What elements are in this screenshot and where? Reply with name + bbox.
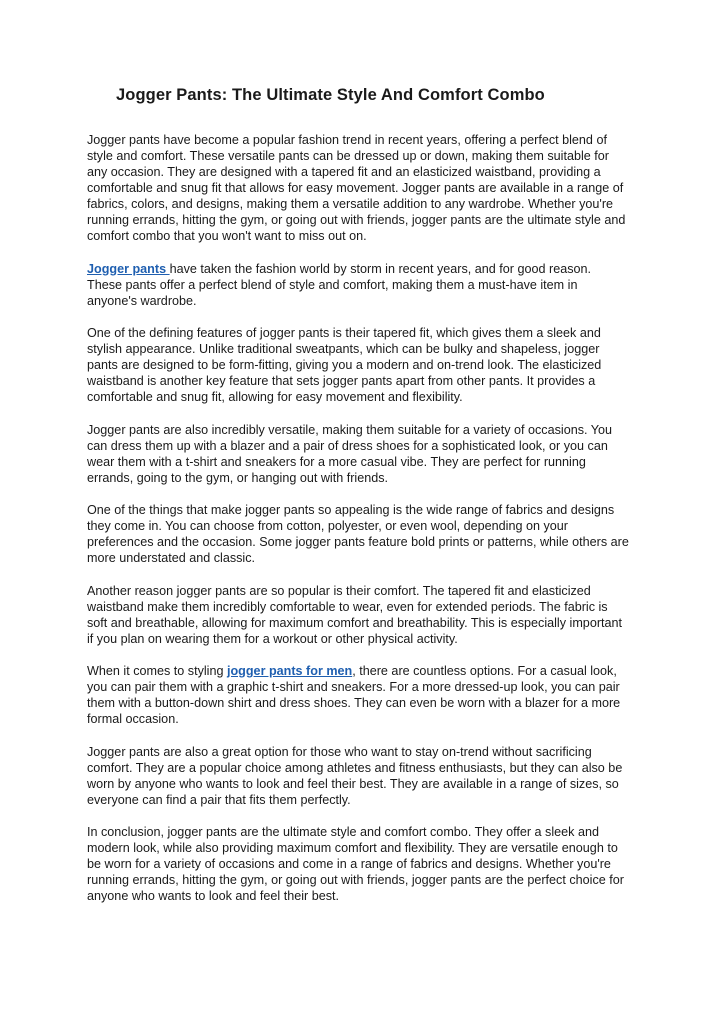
paragraph-text: Jogger pants are also a great option for those who want to stay on-trend without sacrificing comfort. They are a popular choice among athletes and fitness enthusiasts, but they can also be worn by anyone who wants to look and feel their best. They are available in a range of sizes, so everyone can find a pair that fits them perfectly. <box>87 744 623 807</box>
paragraph-text: In conclusion, jogger pants are the ultimate style and comfort combo. They offer a sleek and modern look, while also providing maximum comfort and flexibility. They are versatile enough to be worn for a variety of occasions and come in a range of fabrics and designs. Whether you're running errands, hitting the gym, or going out with friends, jogger pants are the perfect choice for anyone who wants to look and feel their best. <box>87 825 624 903</box>
paragraph-text: have taken the fashion world by storm in recent years, and for good reason. These pants offer a perfect blend of style and comfort, making them a must-have item in anyone's wardrobe. <box>87 261 592 308</box>
page-title: Jogger Pants: The Ultimate Style And Comfort Combo <box>116 86 545 104</box>
paragraph-jogger-link <box>87 261 629 309</box>
paragraph-text: , there are countless options. For a casual look, you can pair them with a graphic t-shirt and sneakers. For a more dressed-up look, you can pair them with a button-down shirt and dress shoes. They can even be worn with a blazer for a more formal occasion. <box>87 664 621 726</box>
paragraph-text: One of the defining features of jogger pants is their tapered fit, which gives them a sleek and stylish appearance. Unlike traditional sweatpants, which can be bulky and shapeless, jogger pants are designed to be form-fitting, giving you a modern and on-trend look. The elasticized waistband is another key feature that sets jogger pants apart from other pants. It provides a comfortable and snug fit, allowing for easy movement and flexibility. <box>87 326 602 404</box>
paragraph-text-before: When it comes to styling <box>87 664 227 678</box>
paragraph-conclusion <box>87 824 629 904</box>
paragraph-text: Jogger pants have become a popular fashion trend in recent years, offering a perfect blend of style and comfort. These versatile pants can be dressed up or down, making them suitable for any occasion. They are designed with a tapered fit and an elasticized waistband, providing a comfortable and snug fit that allows for easy movement. Jogger pants are available in a range of fabrics, colors, and designs, making them a versatile addition to any wardrobe. Whether you're running errands, hitting the gym, or going out with friends, jogger pants are the ultimate style and comfort combo that you won't want to miss out on. <box>87 133 626 243</box>
jogger-pants-for-men-link[interactable]: jogger pants for men <box>226 664 353 678</box>
paragraph-styling <box>87 663 629 727</box>
paragraph-intro <box>87 132 629 244</box>
paragraph-tapered-fit <box>87 325 629 405</box>
article-body <box>87 132 629 921</box>
paragraph-versatile <box>87 422 629 486</box>
paragraph-fabrics <box>87 502 629 566</box>
paragraph-comfort <box>87 583 629 647</box>
jogger-pants-link[interactable]: Jogger pants <box>87 261 170 276</box>
paragraph-text: Jogger pants are also incredibly versatile, making them suitable for a variety of occasions. You can dress them up with a blazer and a pair of dress shoes for a sophisticated look, or you can wear them with a t-shirt and sneakers for a more casual vibe. They are perfect for running errands, going to the gym, or hanging out with friends. <box>87 422 613 485</box>
paragraph-on-trend <box>87 744 629 808</box>
paragraph-text: One of the things that make jogger pants so appealing is the wide range of fabrics and designs they come in. You can choose from cotton, polyester, or even wool, depending on your preferences and the occasion. Some jogger pants feature bold prints or patterns, while others are more understated and classic. <box>87 503 629 565</box>
paragraph-text: Another reason jogger pants are so popular is their comfort. The tapered fit and elasticized waistband make them incredibly comfortable to wear, even for extended periods. The fabric is soft and breathable, allowing for maximum comfort and breathability. This is especially important if you plan on wearing them for a workout or other physical activity. <box>87 583 623 646</box>
